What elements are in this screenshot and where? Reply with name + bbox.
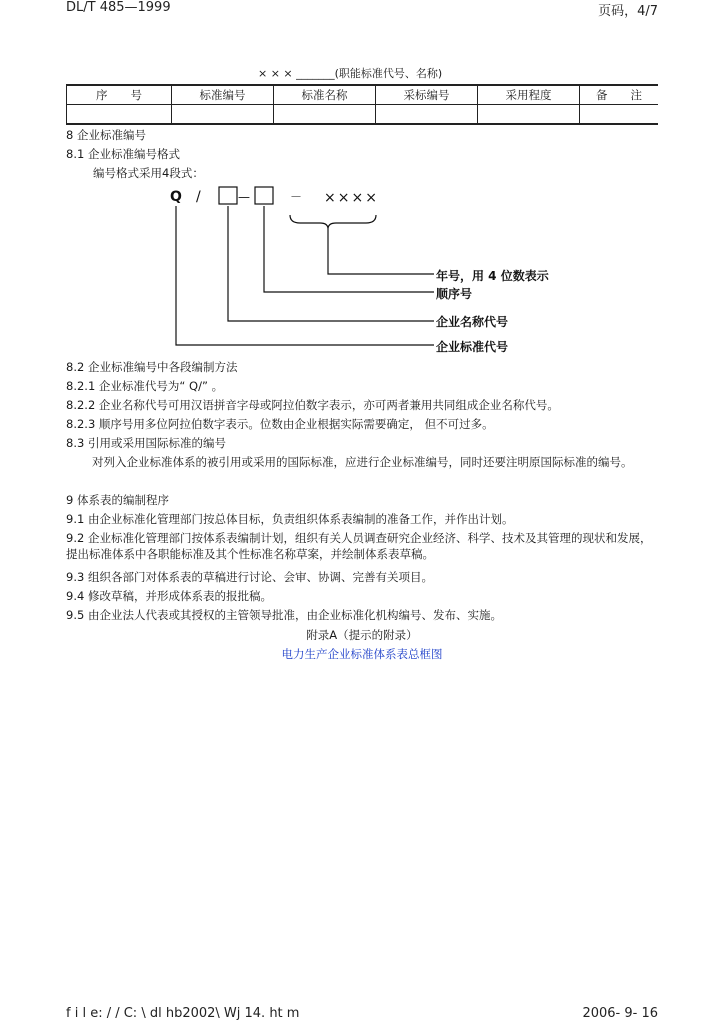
standards-table <box>66 84 658 125</box>
section-8-3-body: 对列入企业标准体系的被引用或采用的国际标准，应进行企业标准编号，同时还要注明原国际标准的编号。 <box>92 455 633 469</box>
section-9-4: 9.4 修改草稿，并形成体系表的报批稿。 <box>66 589 272 603</box>
appendix-diagram-link[interactable]: 电力生产企业标准体系表总框图 <box>281 647 443 661</box>
diagram-leader-sequence <box>264 206 434 292</box>
table-row <box>67 105 659 125</box>
table-cell <box>274 105 376 125</box>
section-8-2-1: 8.2.1 企业标准代号为“ Q/” 。 <box>66 379 224 393</box>
diagram-q-symbol: Q <box>170 189 182 205</box>
table-cell <box>478 105 580 125</box>
section-8-3-heading: 8.3 引用或采用国际标准的编号 <box>66 436 226 450</box>
col-header-adopt-number: 采标编号 <box>376 85 478 105</box>
section-9-heading: 9 体系表的编制程序 <box>66 493 169 507</box>
table-header-row <box>67 85 659 105</box>
section-8-2-heading: 8.2 企业标准编号中各段编制方法 <box>66 360 238 374</box>
appendix-title: 附录A（提示的附录） <box>306 628 418 642</box>
table-cell <box>376 105 478 125</box>
diagram-label-standard-code: 企业标准代号 <box>436 340 509 354</box>
section-9-5: 9.5 由企业法人代表或其授权的主管领导批准，由企业标准化机构编号、发布、实施。 <box>66 608 502 622</box>
diagram-label-year: 年号，用 4 位数表示 <box>436 269 549 283</box>
section-9-1: 9.1 由企业标准化管理部门按总体目标，负责组织体系表编制的准备工作，并作出计划。 <box>66 512 514 526</box>
section-8-2-3: 8.2.3 顺序号用多位阿拉伯数字表示。位数由企业根据实际需要确定， 但不可过多。 <box>66 417 494 431</box>
section-8-heading: 8 企业标准编号 <box>66 128 146 142</box>
table-caption: × × × _______(职能标准代号、名称) <box>258 67 443 80</box>
col-header-remarks: 备 注 <box>580 85 659 105</box>
numbering-format-diagram <box>160 184 580 358</box>
diagram-dash: — <box>238 190 250 204</box>
file-path: f i l e: / / C: \ dl hb2002\ Wj 14. ht m <box>66 1006 300 1021</box>
col-header-std-number: 标准编号 <box>172 85 274 105</box>
diagram-leader-standard-code <box>176 206 434 345</box>
print-date: 2006- 9- 16 <box>582 1006 658 1021</box>
diagram-label-sequence: 顺序号 <box>436 287 473 301</box>
table-cell <box>172 105 274 125</box>
section-8-2-2: 8.2.2 企业名称代号可用汉语拼音字母或阿拉伯数字表示，亦可两者兼用共同组成企业名称代号。 <box>66 398 559 412</box>
table-cell <box>580 105 659 125</box>
page-number: 页码，4/7 <box>598 4 658 19</box>
diagram-dash-2: － <box>290 190 303 204</box>
section-8-1-heading: 8.1 企业标准编号格式 <box>66 147 180 161</box>
col-header-adopt-degree: 采用程度 <box>478 85 580 105</box>
diagram-label-company-name: 企业名称代号 <box>436 315 509 329</box>
section-9-3: 9.3 组织各部门对体系表的草稿进行讨论、会审、协调、完善有关项目。 <box>66 570 433 584</box>
diagram-leader-year <box>328 229 434 274</box>
section-9-2: 9.2 企业标准化管理部门按体系表编制计划，组织有关人员调查研究企业经济、科学、技术及其管理的现状和发展，提出标准体系中各职能标准及其个性标准名称草案，并绘制体系表草稿。 <box>66 531 652 561</box>
col-header-std-name: 标准名称 <box>274 85 376 105</box>
diagram-slash: / <box>196 189 201 205</box>
col-header-serial: 序 号 <box>67 85 172 105</box>
document-code: DL/T 485—1999 <box>66 0 171 15</box>
section-8-1-body: 编号格式采用4段式： <box>93 166 204 180</box>
diagram-box-company-name <box>219 187 237 204</box>
diagram-year-placeholder: ×××× <box>324 190 379 206</box>
table-cell <box>67 105 172 125</box>
diagram-brace <box>290 215 376 229</box>
diagram-box-sequence <box>255 187 273 204</box>
